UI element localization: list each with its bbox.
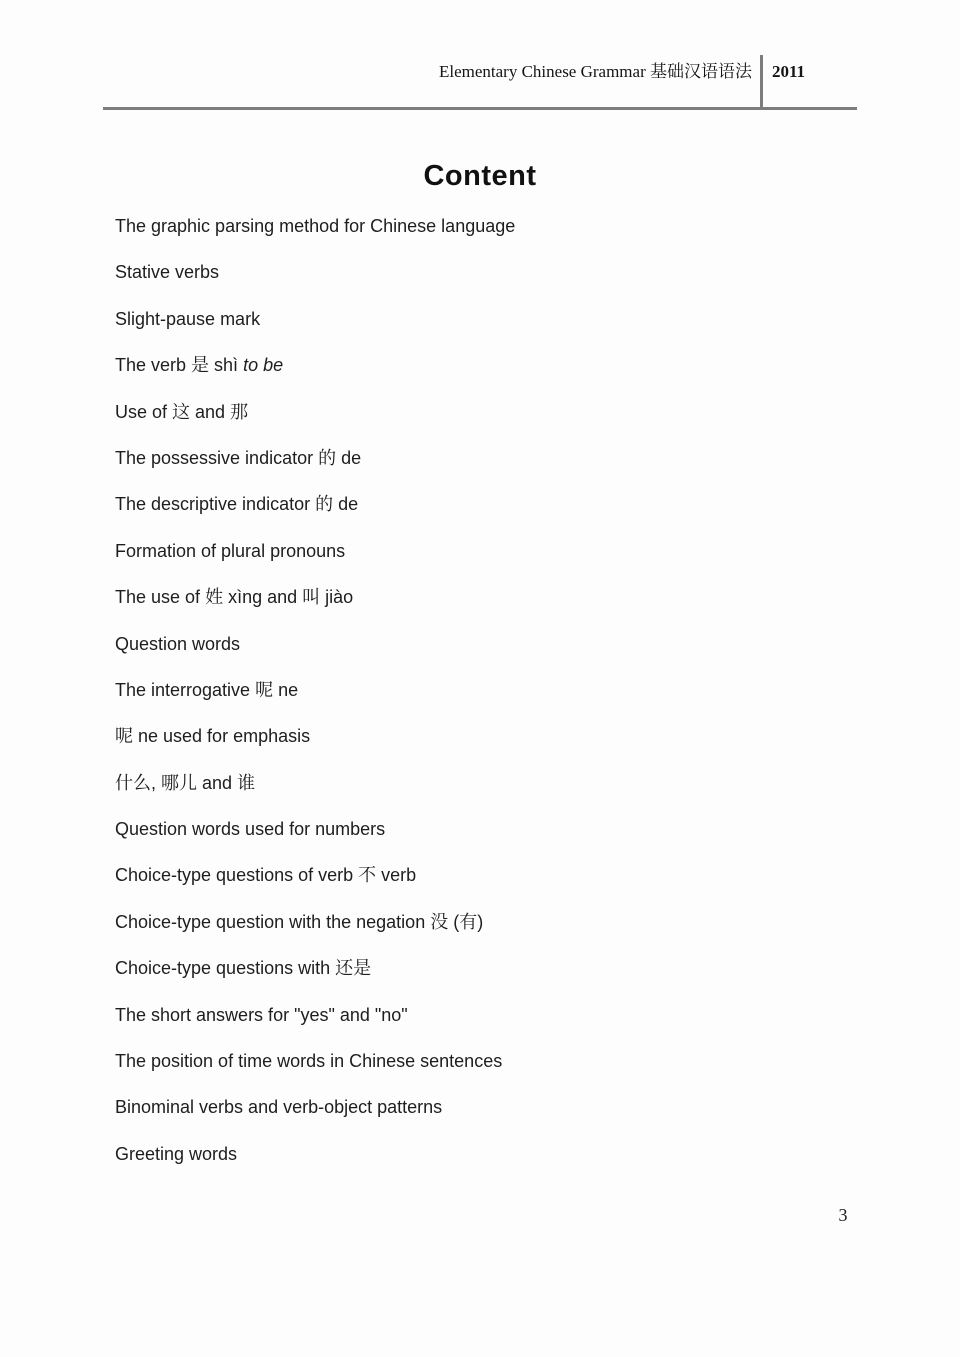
toc-item-text: 姓	[205, 587, 224, 608]
toc-item-text: 哪儿	[161, 772, 198, 793]
toc-item-text: Question words used for numbers	[115, 819, 386, 840]
toc-item	[115, 912, 815, 933]
toc-item	[115, 541, 815, 562]
toc-item	[115, 726, 815, 747]
toc-item-text: 那	[230, 401, 249, 422]
toc-item-text: Choice-type questions of verb	[115, 865, 359, 886]
toc-item	[115, 402, 815, 423]
toc-item-text: )	[477, 911, 484, 932]
toc-item-text: de	[336, 447, 362, 468]
toc-item-text: The possessive indicator	[115, 447, 319, 468]
toc-item-text: 呢	[255, 679, 274, 700]
toc-item	[115, 448, 815, 469]
toc-item-text: jiào	[320, 587, 354, 608]
toc-item-text: xìng and	[223, 587, 303, 608]
toc-item-text: 叫	[302, 587, 321, 608]
toc-item-text: 什么	[115, 772, 151, 793]
toc-item-text: de	[333, 494, 359, 515]
toc-item-text: verb	[376, 865, 417, 886]
toc-item-text: ne used for emphasis	[133, 726, 311, 747]
toc-item-text: ne	[273, 679, 299, 700]
toc-item	[115, 587, 815, 608]
toc-item-text: The short answers for "yes" and "no"	[115, 1004, 408, 1025]
toc-item-text: 谁	[237, 772, 256, 793]
toc-item-text: Binominal verbs and verb-object patterns	[115, 1097, 443, 1118]
toc-list	[115, 216, 815, 1190]
header-year: 2011	[772, 62, 806, 81]
header-vertical-divider	[760, 55, 763, 110]
toc-item-text: The verb	[115, 355, 192, 376]
toc-item	[115, 680, 815, 701]
toc-item-text: 还是	[335, 958, 372, 979]
toc-item-text: and	[197, 772, 238, 793]
toc-item	[115, 634, 815, 655]
toc-item-text: 的	[315, 494, 334, 515]
toc-item-text: 这	[172, 401, 191, 422]
toc-item-text: ,	[151, 772, 162, 793]
toc-item	[115, 1051, 815, 1072]
toc-item-text: to be	[243, 355, 284, 376]
toc-item	[115, 1097, 815, 1118]
toc-item	[115, 355, 815, 376]
toc-item-text: Use of	[115, 401, 173, 422]
toc-item-text: The graphic parsing method for Chinese language	[115, 216, 516, 236]
toc-item	[115, 865, 815, 886]
toc-item-text: and	[190, 401, 231, 422]
toc-item	[115, 309, 815, 330]
toc-item-text: Stative verbs	[115, 262, 220, 283]
toc-item	[115, 819, 815, 840]
page-title: Content	[423, 160, 537, 192]
toc-item-text: Greeting words	[115, 1143, 238, 1164]
toc-item-text: Slight-pause mark	[115, 308, 261, 329]
toc-item-text: 是	[191, 355, 210, 376]
toc-item-text: (	[448, 911, 460, 932]
toc-item	[115, 494, 815, 515]
toc-item-text: shì	[209, 355, 244, 376]
toc-item-text: Question words	[115, 633, 241, 654]
toc-item-text: Formation of plural pronouns	[115, 540, 346, 561]
toc-item	[115, 1005, 815, 1026]
toc-item	[115, 216, 815, 237]
toc-item	[115, 1144, 815, 1165]
header-rule	[103, 107, 857, 110]
toc-item	[115, 958, 815, 979]
toc-item-text: The descriptive indicator	[115, 494, 316, 515]
toc-item	[115, 773, 815, 794]
toc-item-text: The position of time words in Chinese sentences	[115, 1051, 503, 1072]
toc-item	[115, 262, 815, 283]
header-title	[439, 61, 752, 83]
toc-item-text: Choice-type question with the negation	[115, 911, 431, 932]
toc-item-text: The use of	[115, 587, 206, 608]
toc-item-text: The interrogative	[115, 679, 256, 700]
header-title-english: Elementary Chinese Grammar	[438, 62, 650, 81]
toc-item-text: 呢	[115, 726, 133, 747]
toc-item-text: Choice-type questions with	[115, 958, 336, 979]
toc-item-text: 没	[430, 911, 449, 932]
toc-item-text: 不	[358, 865, 377, 886]
toc-item-text: 有	[459, 911, 478, 932]
header-title-chinese: 基础汉语语法	[650, 62, 752, 81]
toc-item-text: 的	[318, 447, 337, 468]
page-number: 3	[838, 1205, 848, 1225]
